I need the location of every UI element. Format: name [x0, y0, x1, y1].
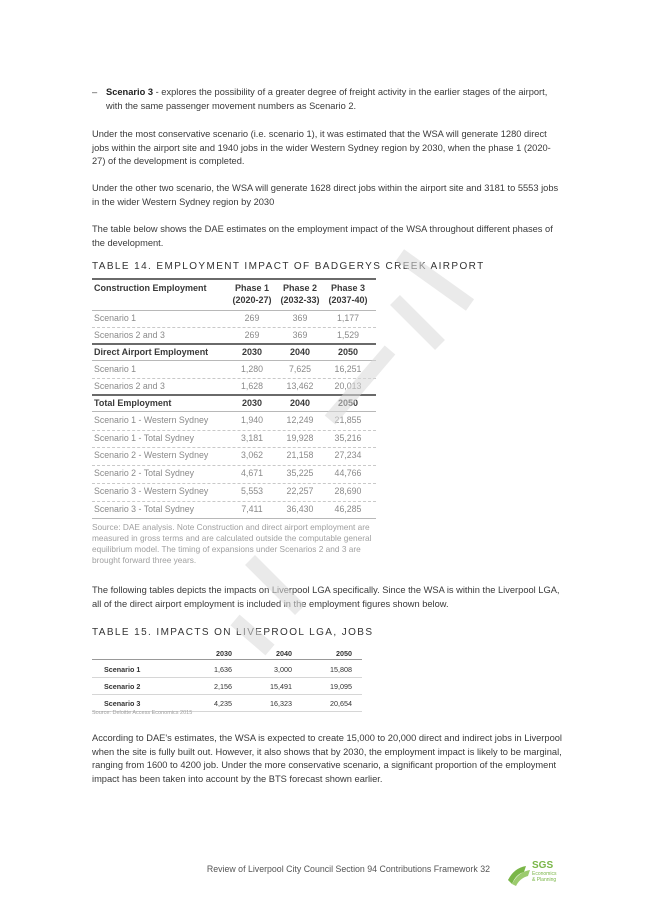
- paragraph-4: The following tables depicts the impacts on Liverpool LGA specifically. Since the WSA is within the Liverpool LGA, all of the direct airport employment is included in the employment figures shown below.: [92, 585, 560, 609]
- bullet-text: [106, 86, 562, 113]
- table-row: Scenario 3 - Total Sydney 7,411 36,430 46,285: [94, 503, 362, 514]
- table-row: Scenario 3 4,235 16,323 20,654: [92, 694, 362, 712]
- table-row: Scenario 3 - Western Sydney 5,553 22,257 28,690: [94, 485, 362, 496]
- table-row: Scenario 1 1,280 7,625 16,251: [94, 364, 362, 374]
- bullet-bold: Scenario 3: [106, 87, 154, 97]
- table-14-header-label: Construction Employment: [94, 283, 207, 293]
- table-14-direct-header: Direct Airport Employment 2030 2040 2050: [94, 347, 359, 357]
- page-footer: Review of Liverpool City Council Section 94 Contributions Framework 32: [206, 864, 490, 874]
- bullet-body: - explores the possibility of a greater degree of freight activity in the earlier stages of the airport, with the same passenger movement numbers as Scenario 2.: [106, 87, 548, 111]
- paragraph-2: Under the other two scenario, the WSA will generate 1628 direct jobs within the airport site and 3181 to 5553 jobs in the wider Western Sydney region by 2030: [92, 183, 559, 207]
- table-row: Scenario 2 2,156 15,491 19,095: [92, 677, 362, 695]
- table-15-header: 2030 2040 2050: [216, 649, 352, 658]
- table-row: Scenario 1 - Western Sydney 1,940 12,249 21,855: [94, 415, 362, 425]
- table-14-total-header: Total Employment 2030 2040 2050: [94, 398, 359, 408]
- table-14-header-col3-b: (2037-40): [328, 295, 368, 305]
- table-row: Scenario 1 1,636 3,000 15,808: [92, 660, 362, 678]
- table-14-header-col2-b: (2032-33): [280, 295, 320, 305]
- paragraph-5: According to DAE's estimates, the WSA is expected to create 15,000 to 20,000 direct and indirect jobs in Liverpool when the site is fully built out. However, it also shows that by 2030, the employment impact is likely to be marginal, ranging from 1600 to 4200 job. Under the more conservative scenario, a significant proportion of the employment impact has been taken into account by the BTS forecast shown earlier.: [92, 733, 562, 784]
- table-row: Scenario 2 - Western Sydney 3,062 21,158 27,234: [94, 450, 362, 461]
- logo-name: SGS: [532, 860, 554, 871]
- table-row: Scenarios 2 and 3 1,628 13,462 20,013: [94, 381, 362, 391]
- table-14-header-col1-a: Phase 1: [234, 283, 270, 293]
- table-14-header-col2-a: Phase 2: [282, 283, 318, 293]
- paragraph-3: The table below shows the DAE estimates on the employment impact of the WSA throughout different phases of the development.: [92, 224, 553, 248]
- table-15-title: TABLE 15. IMPACTS ON LIVEPROOL LGA, JOBS: [92, 627, 374, 638]
- table-row: Scenarios 2 and 3 269 369 1,529: [94, 330, 359, 340]
- paragraph-1: Under the most conservative scenario (i.e. scenario 1), it was estimated that the WSA will generate 1280 direct jobs within the airport site and 1940 jobs in the wider Western Sydney region by 2030, when the phase 1 (2020-27) of the development is completed.: [92, 129, 551, 167]
- table-15-source: Source: Deloitte Access Economics 2015: [92, 710, 193, 716]
- logo-subtitle: Economics & Planning: [532, 871, 557, 883]
- table-row: Scenario 1 - Total Sydney 3,181 19,928 35,216: [94, 432, 362, 443]
- bullet-dash: –: [92, 87, 98, 97]
- table-row: Scenario 2 - Total Sydney 4,671 35,225 44,766: [94, 468, 362, 479]
- table-14-header-col1-b: (2020-27): [232, 295, 272, 305]
- table-row: Scenario 1 269 369 1,177: [94, 313, 359, 323]
- table-14-header: [92, 281, 376, 309]
- table-14-title: TABLE 14. EMPLOYMENT IMPACT OF BADGERYS CREEK AIRPORT: [92, 261, 485, 272]
- table-14-header-col3-a: Phase 3: [330, 283, 366, 293]
- table-14-source: Source: DAE analysis. Note Construction and direct airport employment are measured in gross terms and are calculated outside the computable general equilibrium model. The timing of expansions under Scenarios 2 and 3 are brought forward three years.: [92, 522, 372, 565]
